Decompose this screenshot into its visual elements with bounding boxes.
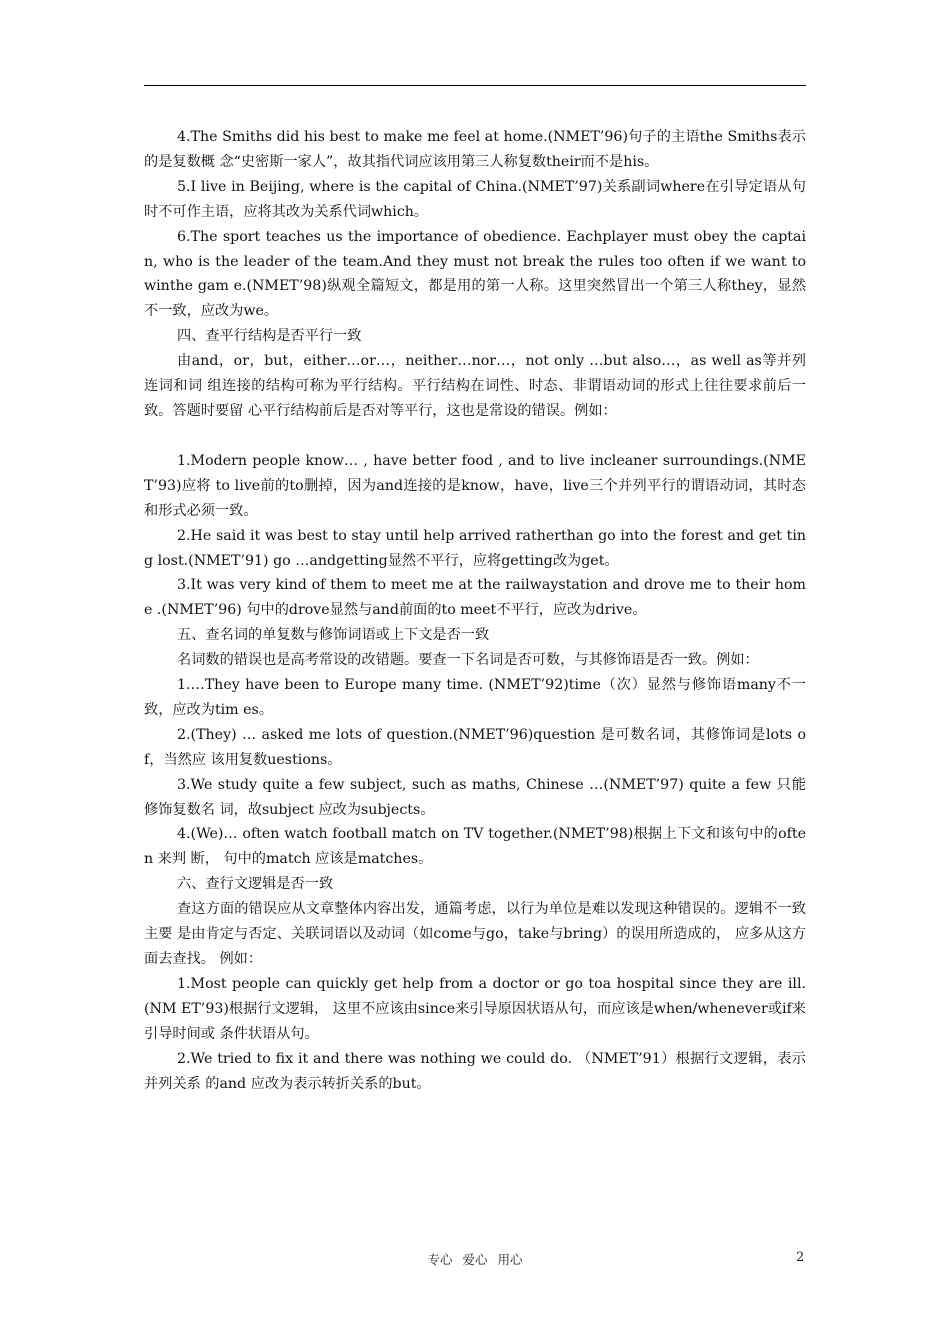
document-body <box>144 125 806 1096</box>
paragraph-noun-4: 4.(We)… often watch football match on TV together.(NMET’98)根据上下文和该句中的often 来判 断， 句中的match 应该是matches。 <box>144 826 806 868</box>
paragraph-parallel-1: 1.Modern people know… , have better food , and to live incleaner surroundings.(NMET’93)应将 to live前的to删掉，因为and连接的是know，have，live三个并列平行的谓语动词，其时态和形式必须一致。 <box>144 452 806 519</box>
paragraph-noun-1: 1.…They have been to Europe many time. (NMET’92)time（次）显然与修饰语many不一致，应改为tim es。 <box>144 677 806 718</box>
paragraph-parallel-3: 3.It was very kind of them to meet me at the railwaystation and drove me to their home .(NMET’96) 句中的drove显然与and前面的to meet不平行，应改为drive。 <box>144 577 806 619</box>
header-rule <box>144 85 806 86</box>
paragraph-logic-2: 2.We tried to fix it and there was nothing we could do. （NMET’91）根据行文逻辑，表示并列关系 的and 应改为表示转折关系的but。 <box>144 1050 806 1092</box>
spacer <box>144 424 806 449</box>
paragraph-example-5: 5.I live in Beijing, where is the capital of China.(NMET’97)关系副词where在引导定语从句 时不可作主语，应将其改为关系代词which。 <box>144 178 806 220</box>
paragraph-logic-1: 1.Most people can quickly get help from a doctor or go toa hospital since they are ill.(NM ET’93)根据行文逻辑， 这里不应该由since来引导原因状语从句，而应该是when/whenever或if来引导时间或 条件状语从句。 <box>144 975 806 1042</box>
paragraph-noun-3: 3.We study quite a few subject, such as maths, Chinese …(NMET’97) quite a few 只能修饰复数名 词，故subject 应改为subjects。 <box>144 776 806 818</box>
paragraph-noun-intro: 名词数的错误也是高考常设的改错题。要查一下名词是否可数，与其修饰语是否一致。例如： <box>177 652 759 669</box>
footer-slogan: 专心 爱心 用心 <box>427 1252 523 1267</box>
paragraph-example-4: 4.The Smiths did his best to make me feel at home.(NMET’96)句子的主语the Smiths表示的是复数概 念“史密斯一家人”，故其指代词应该用第三人称复数their而不是his。 <box>144 129 806 170</box>
section-heading-5: 五、查名词的单复数与修饰词语或上下文是否一致 <box>177 627 490 644</box>
paragraph-example-6: 6.The sport teaches us the importance of obedience. Eachplayer must obey the captain, who is the leader of the team.And they must not break the rules too often if we want to winthe gam e.(NMET’98)纵观全篇短文，都是用的第一人称。这里突然冒出一个第三人称they，显然不一致，应改为we。 <box>144 228 806 320</box>
paragraph-parallel-intro: 由and，or，but，either…or…，neither…nor…，not only …but also…，as well as等并列连词和词 组连接的结构可称为平行结构。平行结构在词性、时态、非谓语动词的形式上往往要求前后一致。答题时要留 心平行结构前后是否对等平行，这也是常设的错误。例如： <box>144 353 806 419</box>
section-heading-4: 四、查平行结构是否平行一致 <box>177 328 362 345</box>
paragraph-noun-2: 2.(They) … asked me lots of question.(NMET’96)question 是可数名词，其修饰词是lots of，当然应 该用复数uestions。 <box>144 726 806 768</box>
paragraph-logic-intro: 查这方面的错误应从文章整体内容出发，通篇考虑，以行为单位是难以发现这种错误的。逻辑不一致主要 是由肯定与否定、关联词语以及动词（如come与go，take与bring）的误用所造成的， 应多从这方面去查找。 例如： <box>144 901 806 967</box>
paragraph-parallel-2: 2.He said it was best to stay until help arrived ratherthan go into the forest and get ting lost.(NMET’91) go …andgetting显然不平行，应将getting改为get。 <box>144 527 806 569</box>
section-heading-6: 六、查行文逻辑是否一致 <box>177 876 334 893</box>
page-number: 2 <box>796 1250 805 1265</box>
